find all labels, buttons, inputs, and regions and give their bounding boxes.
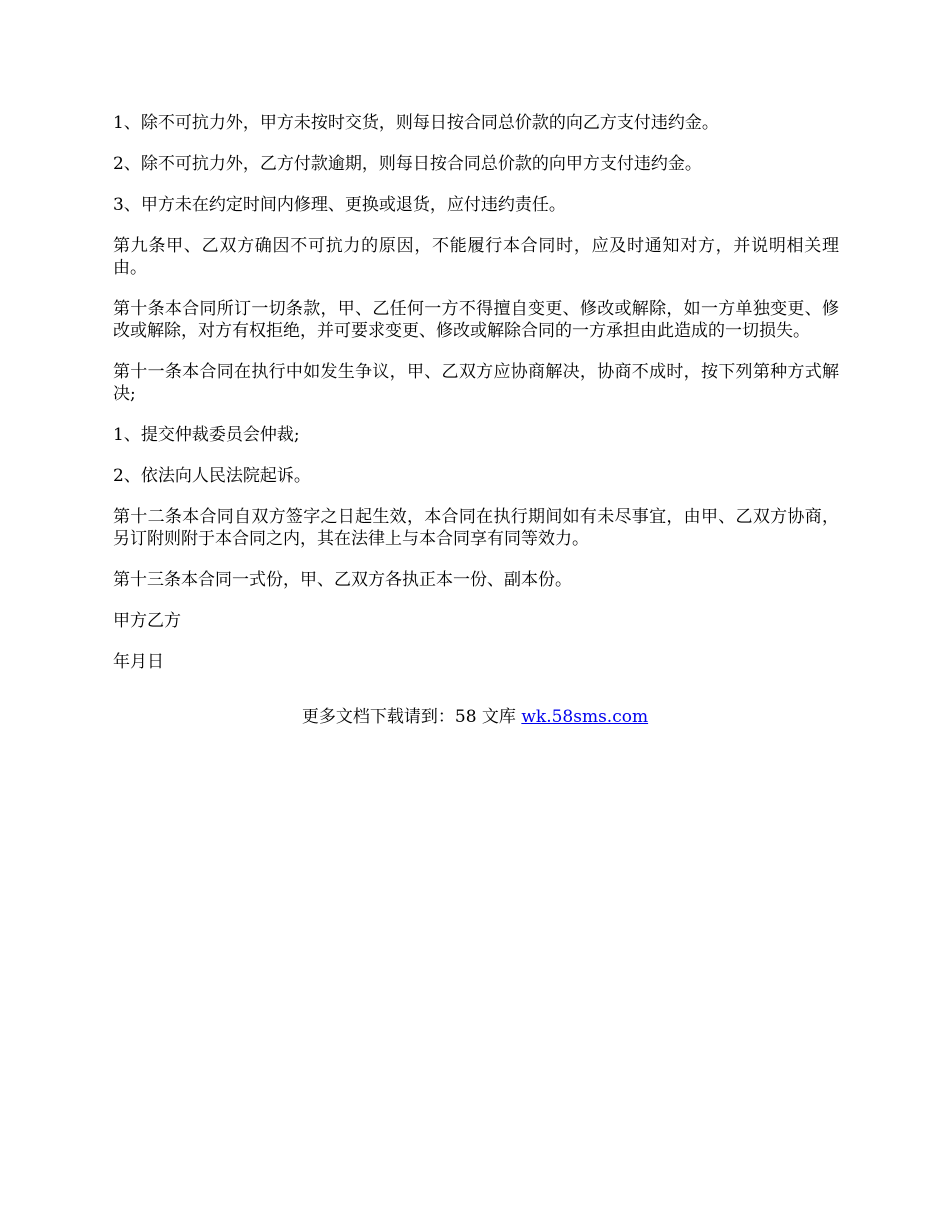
dispute-option-2: 2、依法向人民法院起诉。 (113, 466, 311, 486)
penalty-clause-2: 2、除不可抗力外，乙方付款逾期，则每日按合同总价款的向甲方支付违约金。 (113, 154, 702, 174)
download-footer (0, 706, 950, 728)
penalty-clause-1: 1、除不可抗力外，甲方未按时交货，则每日按合同总价款的向乙方支付违约金。 (113, 113, 719, 133)
dispute-option-1: 1、提交仲裁委员会仲裁; (113, 425, 300, 445)
article-13: 第十三条本合同一式份，甲、乙双方各执正本一份、副本份。 (113, 570, 572, 590)
article-11: 第十一条本合同在执行中如发生争议，甲、乙双方应协商解决，协商不成时，按下列第种方式解决; (113, 362, 839, 404)
penalty-clause-3: 3、甲方未在约定时间内修理、更换或退货，应付违约责任。 (113, 195, 566, 215)
document-body (113, 112, 839, 692)
footer-link[interactable]: wk.58sms.com (521, 707, 649, 727)
article-12: 第十二条本合同自双方签字之日起生效，本合同在执行期间如有未尽事宜，由甲、乙双方协商，另订附则附于本合同之内，其在法律上与本合同享有同等效力。 (113, 507, 839, 549)
signature-parties: 甲方乙方 (113, 611, 181, 631)
signature-date: 年月日 (113, 652, 164, 672)
article-10: 第十条本合同所订一切条款，甲、乙任何一方不得擅自变更、修改或解除，如一方单独变更、修改或解除，对方有权拒绝，并可要求变更、修改或解除合同的一方承担由此造成的一切损失。 (113, 299, 839, 341)
footer-text: 更多文档下载请到：58 文库 (301, 707, 522, 727)
article-9: 第九条甲、乙双方确因不可抗力的原因，不能履行本合同时，应及时通知对方，并说明相关理由。 (113, 236, 839, 278)
